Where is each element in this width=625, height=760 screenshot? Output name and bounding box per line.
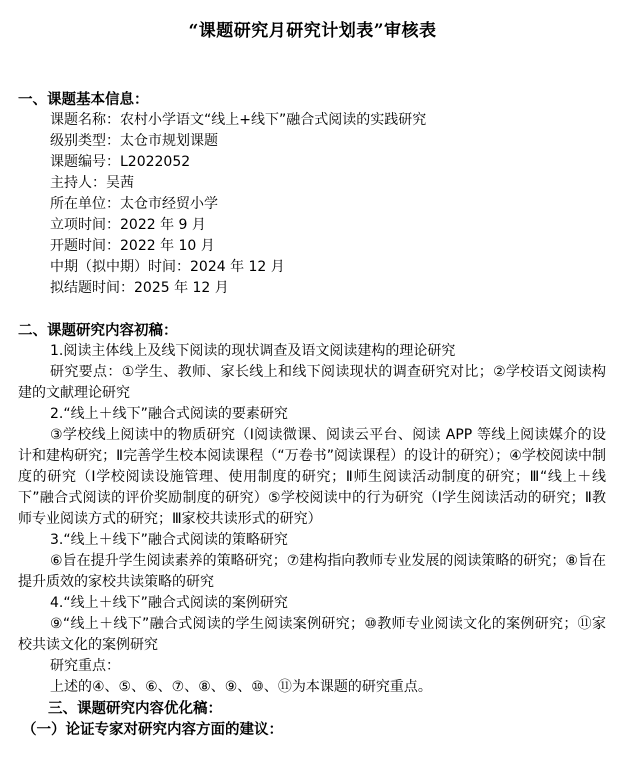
research-focus-detail: 上述的④、⑤、⑥、⑦、⑧、⑨、⑩、⑪为本课题的研究重点。	[50, 679, 432, 695]
content-item-4: 4.“线上＋线下”融合式阅读的案例研究	[50, 595, 288, 611]
section3-subheading: （一）论证专家对研究内容方面的建议：	[22, 721, 283, 738]
research-points: 研究要点：①学生、教师、家长线上和线下阅读现状的调查研究对比；②学校语文阅读构建的文献理论研究	[18, 364, 606, 401]
content-item-2: 2.“线上＋线下”融合式阅读的要素研究	[50, 406, 288, 422]
section2-heading: 二、课题研究内容初稿：	[18, 322, 178, 339]
research-focus-label: 研究重点：	[50, 658, 120, 674]
info-approval-time: 立项时间：2022 年 9 月	[50, 217, 206, 233]
content-item-3-detail: ⑥旨在提升学生阅读素养的策略研究；⑦建构指向教师专业发展的阅读策略的研究；⑧旨在提升质效的家校共读策略的研究	[18, 553, 606, 590]
basic-info-list	[18, 110, 606, 299]
info-level-type: 级别类型：太仓市规划课题	[50, 133, 218, 149]
info-topic-number: 课题编号：L2022052	[50, 154, 191, 170]
section3-heading: 三、课题研究内容优化稿：	[48, 700, 222, 717]
content-item-1: 1.阅读主体线上及线下阅读的现状调查及语文阅读建构的理论研究	[50, 343, 456, 359]
info-topic-name: 课题名称：农村小学语文“线上+线下”融合式阅读的实践研究	[50, 112, 427, 128]
info-midterm-time: 中期（拟中期）时间：2024 年 12 月	[50, 259, 285, 275]
document-body	[18, 89, 606, 740]
document-title: “课题研究月研究计划表”审核表	[188, 21, 437, 41]
info-opening-time: 开题时间：2022 年 10 月	[50, 238, 215, 254]
content-item-2-detail: ③学校线上阅读中的物质研究（Ⅰ阅读微课、阅读云平台、阅读 APP 等线上阅读媒介的设计和建构研究；Ⅱ完善学生校本阅读课程（“万卷书”阅读课程）的设计的研究）；④学校阅读中制度的研究（Ⅰ学校阅读设施管理、使用制度的研究；Ⅱ师生阅读活动制度的研究；Ⅲ“线上＋线下”融合式阅读的评价奖励制度的研究）⑤学校阅读中的行为研究（Ⅰ学生阅读活动的研究；Ⅱ教师专业阅读方式的研究；Ⅲ家校共读形式的研究）	[18, 427, 606, 527]
info-unit: 所在单位：太仓市经贸小学	[50, 196, 218, 212]
section1-heading: 一、课题基本信息：	[18, 91, 149, 108]
info-conclusion-time: 拟结题时间：2025 年 12 月	[50, 280, 229, 296]
info-host: 主持人：吴茜	[50, 175, 134, 191]
content-item-3: 3.“线上＋线下”融合式阅读的策略研究	[50, 532, 288, 548]
content-item-4-detail: ⑨“线上＋线下”融合式阅读的学生阅读案例研究；⑩教师专业阅读文化的案例研究；⑪家校共读文化的案例研究	[18, 616, 606, 653]
